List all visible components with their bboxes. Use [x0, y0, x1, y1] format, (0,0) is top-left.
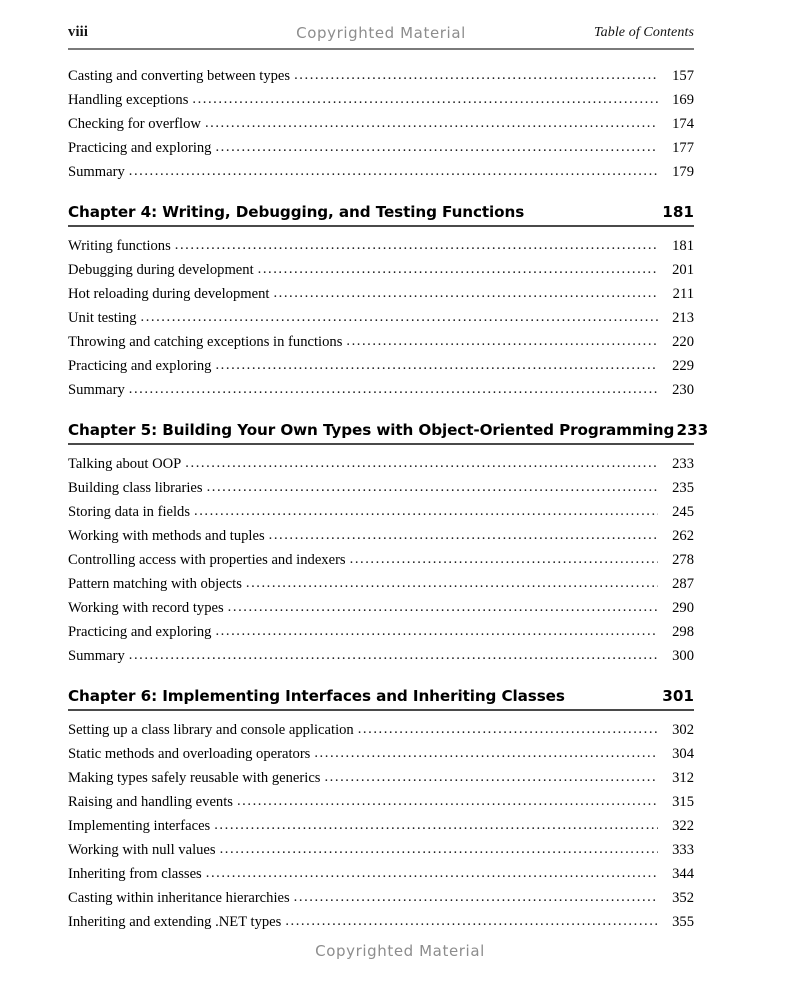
toc-leader-dots: [185, 453, 658, 473]
toc-entry-title: Inheriting and extending .NET types: [68, 914, 282, 930]
toc-list: [68, 62, 709, 932]
running-head-section-label: Table of Contents: [594, 25, 694, 40]
toc-column: [68, 62, 709, 934]
toc-entry-title: Static methods and overloading operators: [68, 746, 311, 762]
toc-entry-title: Casting and converting between types: [68, 68, 291, 84]
toc-chapter-block: [68, 421, 709, 666]
toc-entry-title: Controlling access with properties and indexers: [68, 552, 346, 568]
toc-chapter-heading[interactable]: [68, 421, 709, 443]
toc-entry-page-number: 287: [672, 576, 694, 592]
toc-entry[interactable]: [68, 860, 694, 884]
toc-leader-dots: [206, 863, 658, 883]
toc-entry-title: Summary: [68, 382, 125, 398]
toc-entry[interactable]: [68, 812, 694, 836]
toc-entry-page-number: 181: [672, 238, 694, 254]
toc-chapter-heading[interactable]: [68, 203, 694, 225]
toc-leader-dots: [141, 307, 658, 327]
toc-entry-page-number: 157: [672, 68, 694, 84]
toc-entry-page-number: 177: [672, 140, 694, 156]
toc-chapter-title: Chapter 4: Writing, Debugging, and Testing Functions: [68, 203, 525, 221]
toc-entry-page-number: 230: [672, 382, 694, 398]
toc-chapter-rule: [68, 709, 694, 711]
toc-entry[interactable]: [68, 884, 694, 908]
toc-leader-dots: [207, 477, 658, 497]
toc-entry-title: Inheriting from classes: [68, 866, 202, 882]
toc-entry-title: Working with record types: [68, 600, 224, 616]
toc-entry-title: Pattern matching with objects: [68, 576, 242, 592]
toc-entry-page-number: 174: [672, 116, 694, 132]
toc-entry[interactable]: [68, 450, 694, 474]
toc-leader-dots: [237, 791, 658, 811]
toc-chapter-page-number: 301: [662, 687, 694, 705]
toc-chapter-block: [68, 687, 694, 932]
toc-entry-title: Working with methods and tuples: [68, 528, 265, 544]
toc-entry-title: Unit testing: [68, 310, 137, 326]
toc-entry-page-number: 233: [672, 456, 694, 472]
toc-entry[interactable]: [68, 788, 694, 812]
toc-leader-dots: [215, 355, 658, 375]
running-head: [68, 24, 694, 46]
toc-entry-title: Working with null values: [68, 842, 216, 858]
toc-entry[interactable]: [68, 642, 694, 666]
toc-entry-page-number: 213: [672, 310, 694, 326]
toc-entry-page-number: 169: [672, 92, 694, 108]
toc-entry-title: Setting up a class library and console application: [68, 722, 354, 738]
toc-chapter-page-number: 233: [676, 421, 709, 439]
toc-leader-dots: [324, 767, 658, 787]
toc-entry[interactable]: [68, 570, 694, 594]
toc-entry[interactable]: [68, 522, 694, 546]
toc-entry-title: Practicing and exploring: [68, 358, 212, 374]
toc-entry[interactable]: [68, 304, 694, 328]
toc-entry-page-number: 315: [672, 794, 694, 810]
toc-leader-dots: [215, 621, 658, 641]
toc-entry[interactable]: [68, 232, 694, 256]
toc-leader-dots: [228, 597, 658, 617]
toc-entry[interactable]: [68, 594, 694, 618]
toc-entry-title: Casting within inheritance hierarchies: [68, 890, 290, 906]
toc-entry-title: Raising and handling events: [68, 794, 233, 810]
toc-leader-dots: [129, 379, 658, 399]
toc-leader-dots: [246, 573, 658, 593]
toc-leader-dots: [350, 549, 658, 569]
toc-chapter-page-number: 181: [662, 203, 694, 221]
toc-entry[interactable]: [68, 908, 694, 932]
toc-leader-dots: [129, 161, 658, 181]
toc-entry-title: Summary: [68, 164, 125, 180]
toc-entry-page-number: 312: [672, 770, 694, 786]
toc-entry-page-number: 179: [672, 164, 694, 180]
toc-entry[interactable]: [68, 716, 694, 740]
toc-entry[interactable]: [68, 618, 694, 642]
toc-entry[interactable]: [68, 62, 694, 86]
toc-leader-dots: [314, 743, 658, 763]
toc-entry-page-number: 333: [672, 842, 694, 858]
toc-entry-page-number: 262: [672, 528, 694, 544]
toc-entry[interactable]: [68, 352, 694, 376]
toc-entry-page-number: 302: [672, 722, 694, 738]
toc-entry-page-number: 344: [672, 866, 694, 882]
toc-entry-title: Storing data in fields: [68, 504, 191, 520]
toc-leader-dots: [258, 259, 658, 279]
toc-leader-dots: [269, 525, 658, 545]
toc-entry-page-number: 211: [672, 286, 694, 302]
toc-leader-dots: [194, 501, 658, 521]
toc-leader-dots: [215, 137, 658, 157]
toc-entry-page-number: 290: [672, 600, 694, 616]
toc-entry[interactable]: [68, 740, 694, 764]
toc-chapter-title: Chapter 6: Implementing Interfaces and Inheriting Classes: [68, 687, 565, 705]
toc-entry-page-number: 355: [672, 914, 694, 930]
toc-leader-dots: [294, 887, 658, 907]
toc-entry-title: Debugging during development: [68, 262, 254, 278]
toc-leader-dots: [175, 235, 658, 255]
toc-entry-title: Checking for overflow: [68, 116, 201, 132]
toc-entry[interactable]: [68, 86, 694, 110]
toc-entry-page-number: 245: [672, 504, 694, 520]
toc-entry-title: Implementing interfaces: [68, 818, 211, 834]
toc-leader-dots: [214, 815, 658, 835]
toc-chapter-title: Chapter 5: Building Your Own Types with Object-Oriented Programming: [68, 421, 675, 439]
toc-entry-title: Building class libraries: [68, 480, 203, 496]
toc-entry-page-number: 278: [672, 552, 694, 568]
toc-entry-title: Talking about OOP: [68, 456, 182, 472]
toc-entry[interactable]: [68, 764, 694, 788]
copyright-watermark-top: Copyrighted Material: [296, 24, 466, 42]
toc-leader-dots: [129, 645, 658, 665]
toc-entry[interactable]: [68, 256, 694, 280]
toc-entry-title: Making types safely reusable with generics: [68, 770, 321, 786]
toc-entry-title: Handling exceptions: [68, 92, 189, 108]
toc-leader-dots: [358, 719, 658, 739]
toc-entry-page-number: 322: [672, 818, 694, 834]
folio-page-number: viii: [68, 24, 89, 40]
toc-entry-page-number: 235: [672, 480, 694, 496]
toc-entry-title: Throwing and catching exceptions in functions: [68, 334, 343, 350]
toc-entry-title: Hot reloading during development: [68, 286, 270, 302]
toc-leader-dots: [220, 839, 658, 859]
toc-entry[interactable]: [68, 134, 694, 158]
toc-entry-title: Practicing and exploring: [68, 624, 212, 640]
toc-chapter-block: [68, 203, 694, 400]
toc-entry-page-number: 220: [672, 334, 694, 350]
toc-leader-dots: [294, 65, 658, 85]
header-rule: [68, 48, 694, 50]
toc-entry[interactable]: [68, 474, 694, 498]
toc-leader-dots: [346, 331, 658, 351]
toc-entry-title: Practicing and exploring: [68, 140, 212, 156]
toc-entry-page-number: 352: [672, 890, 694, 906]
toc-leader-dots: [285, 911, 658, 931]
toc-leader-dots: [273, 283, 658, 303]
toc-entry[interactable]: [68, 498, 694, 522]
toc-chapter-rule: [68, 443, 694, 445]
toc-entry[interactable]: [68, 376, 694, 400]
toc-entry[interactable]: [68, 328, 694, 352]
toc-entry-page-number: 229: [672, 358, 694, 374]
toc-entry[interactable]: [68, 280, 694, 304]
toc-entry-title: Writing functions: [68, 238, 171, 254]
toc-entry[interactable]: [68, 546, 694, 570]
toc-entry-page-number: 300: [672, 648, 694, 664]
toc-entry-page-number: 304: [672, 746, 694, 762]
toc-leader-dots: [205, 113, 658, 133]
toc-chapter-rule: [68, 225, 694, 227]
toc-entry[interactable]: [68, 836, 694, 860]
toc-leader-dots: [192, 89, 658, 109]
toc-entry[interactable]: [68, 110, 694, 134]
toc-entry[interactable]: [68, 158, 694, 182]
toc-entry-page-number: 298: [672, 624, 694, 640]
toc-chapter-heading[interactable]: [68, 687, 694, 709]
copyright-watermark-bottom: Copyrighted Material: [315, 942, 485, 960]
toc-entry-title: Summary: [68, 648, 125, 664]
toc-entry-page-number: 201: [672, 262, 694, 278]
